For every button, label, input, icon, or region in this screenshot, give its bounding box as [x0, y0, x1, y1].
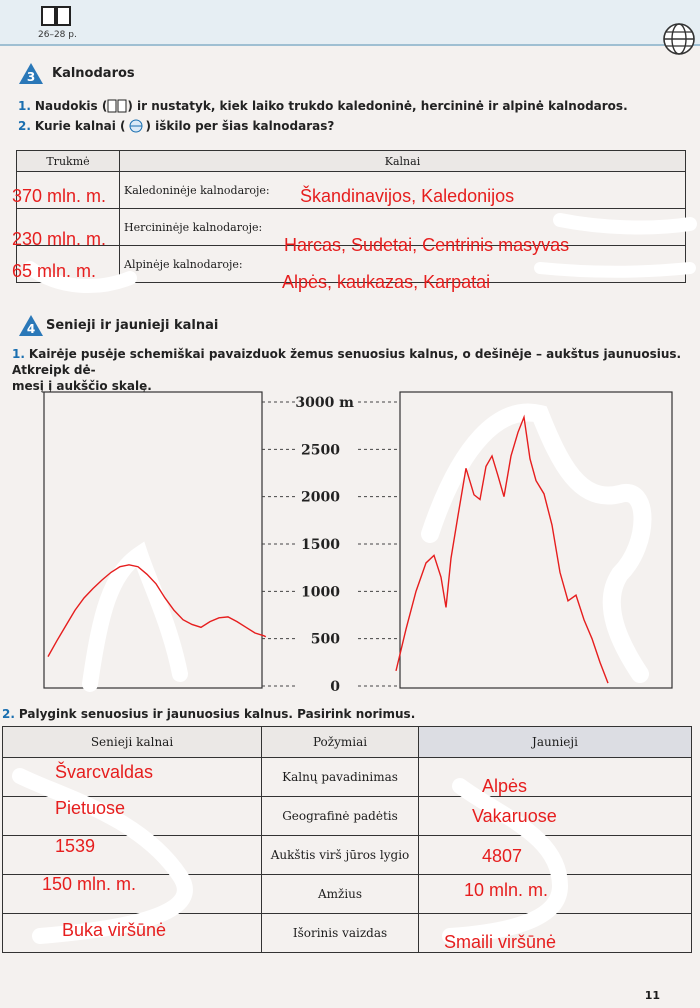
- old-mountains-box: [44, 392, 262, 688]
- page-range: 26–28 p.: [38, 30, 77, 40]
- feature-label: Išorinis vaizdas: [262, 914, 419, 953]
- feature-label: Geografinė padėtis: [262, 797, 419, 836]
- feature-label: Kalnų pavadinimas: [262, 758, 419, 797]
- answer-duration-hercynian: 230 mln. m.: [12, 229, 107, 249]
- answer-young-appearance: Smaili viršūnė: [444, 932, 557, 952]
- orogeny-label: Alpinėje kalnodaroje:: [120, 246, 686, 283]
- answer-young-age: 10 mln. m.: [464, 880, 549, 900]
- book-icon: [40, 4, 72, 28]
- feature-label: Aukštis virš jūros lygio: [262, 836, 419, 875]
- section-3-badge: [18, 62, 44, 86]
- section-4-question-1: 1. Kairėje pusėje schemiškai pavaizduok žemus senuosius kalnus, o dešinėje – aukštus jaunuosius. Atkreipk dė- mesį į aukščio skalę.: [12, 347, 682, 393]
- svg-text:4: 4: [26, 322, 36, 336]
- section-3-title: Kalnodaros: [52, 66, 135, 81]
- answer-old-age: 150 mln. m.: [42, 874, 137, 894]
- page-number: 11: [644, 989, 660, 1002]
- header-old: Senieji kalnai: [3, 727, 262, 758]
- answer-young-height: 4807: [482, 846, 523, 866]
- top-bar: [0, 0, 700, 46]
- header-young: Jaunieji: [419, 727, 692, 758]
- header-mountains: Kalnai: [120, 151, 686, 172]
- scale-tick-label: 0: [330, 679, 340, 695]
- svg-text:3: 3: [26, 70, 36, 84]
- section-4-title: Senieji ir jaunieji kalnai: [46, 318, 219, 333]
- correction-mark: [90, 554, 180, 684]
- scale-tick-label: 2000: [301, 489, 340, 506]
- answer-duration-alpine: 65 mln. m.: [12, 261, 97, 281]
- section-3-question-1: 1. Naudokis ( ) ir nustatyk, kiek laiko trukdo kaledoninė, hercininė ir alpinė kalnodaros.: [18, 99, 628, 113]
- orogeny-label: Hercininėje kalnodaroje:: [120, 209, 686, 246]
- correction-mark: [430, 413, 643, 675]
- orogeny-label: Kaledoninėje kalnodaroje:: [120, 172, 686, 209]
- mountain-profiles-chart: [0, 384, 700, 700]
- scale-tick-label: 2500: [301, 442, 340, 459]
- section-4-question-2: 2. Palygink senuosius ir jaunuosius kalnus. Pasirink norimus.: [2, 707, 416, 721]
- answer-old-appearance: Buka viršūnė: [62, 920, 167, 940]
- header-duration: Trukmė: [17, 151, 120, 172]
- globe-icon: [126, 119, 146, 133]
- scale-tick-label: 1500: [301, 537, 340, 553]
- answer-old-location: Pietuose: [55, 798, 126, 818]
- answer-old-name: Švarcvaldas: [55, 762, 154, 782]
- scale-tick-label: 500: [310, 631, 340, 648]
- header-features: Požymiai: [262, 727, 419, 758]
- young-mountains-profile: [396, 417, 608, 683]
- answer-old-height: 1539: [55, 836, 96, 856]
- answer-duration-caledonian: 370 mln. m.: [12, 186, 107, 206]
- book-icon: [107, 99, 127, 113]
- section-4-badge: [18, 314, 44, 338]
- section-3-question-2: 2. Kurie kalnai ( ) iškilo per šias kalnodaras?: [18, 119, 335, 133]
- answer-mountains-caledonian: Škandinavijos, Kaledonijos: [300, 186, 515, 206]
- answer-mountains-hercynian: Harcas, Sudetai, Centrinis masyvas: [284, 235, 570, 255]
- scale-tick-label: 3000 m: [295, 395, 354, 411]
- scale-tick-label: 1000: [301, 584, 340, 601]
- globe-icon: [662, 22, 696, 56]
- answer-young-location: Vakaruose: [472, 806, 557, 826]
- answer-young-name: Alpės: [482, 776, 528, 796]
- answer-mountains-alpine: Alpės, kaukazas, Karpatai: [282, 272, 491, 292]
- height-scale: [262, 395, 400, 695]
- feature-label: Amžius: [262, 875, 419, 914]
